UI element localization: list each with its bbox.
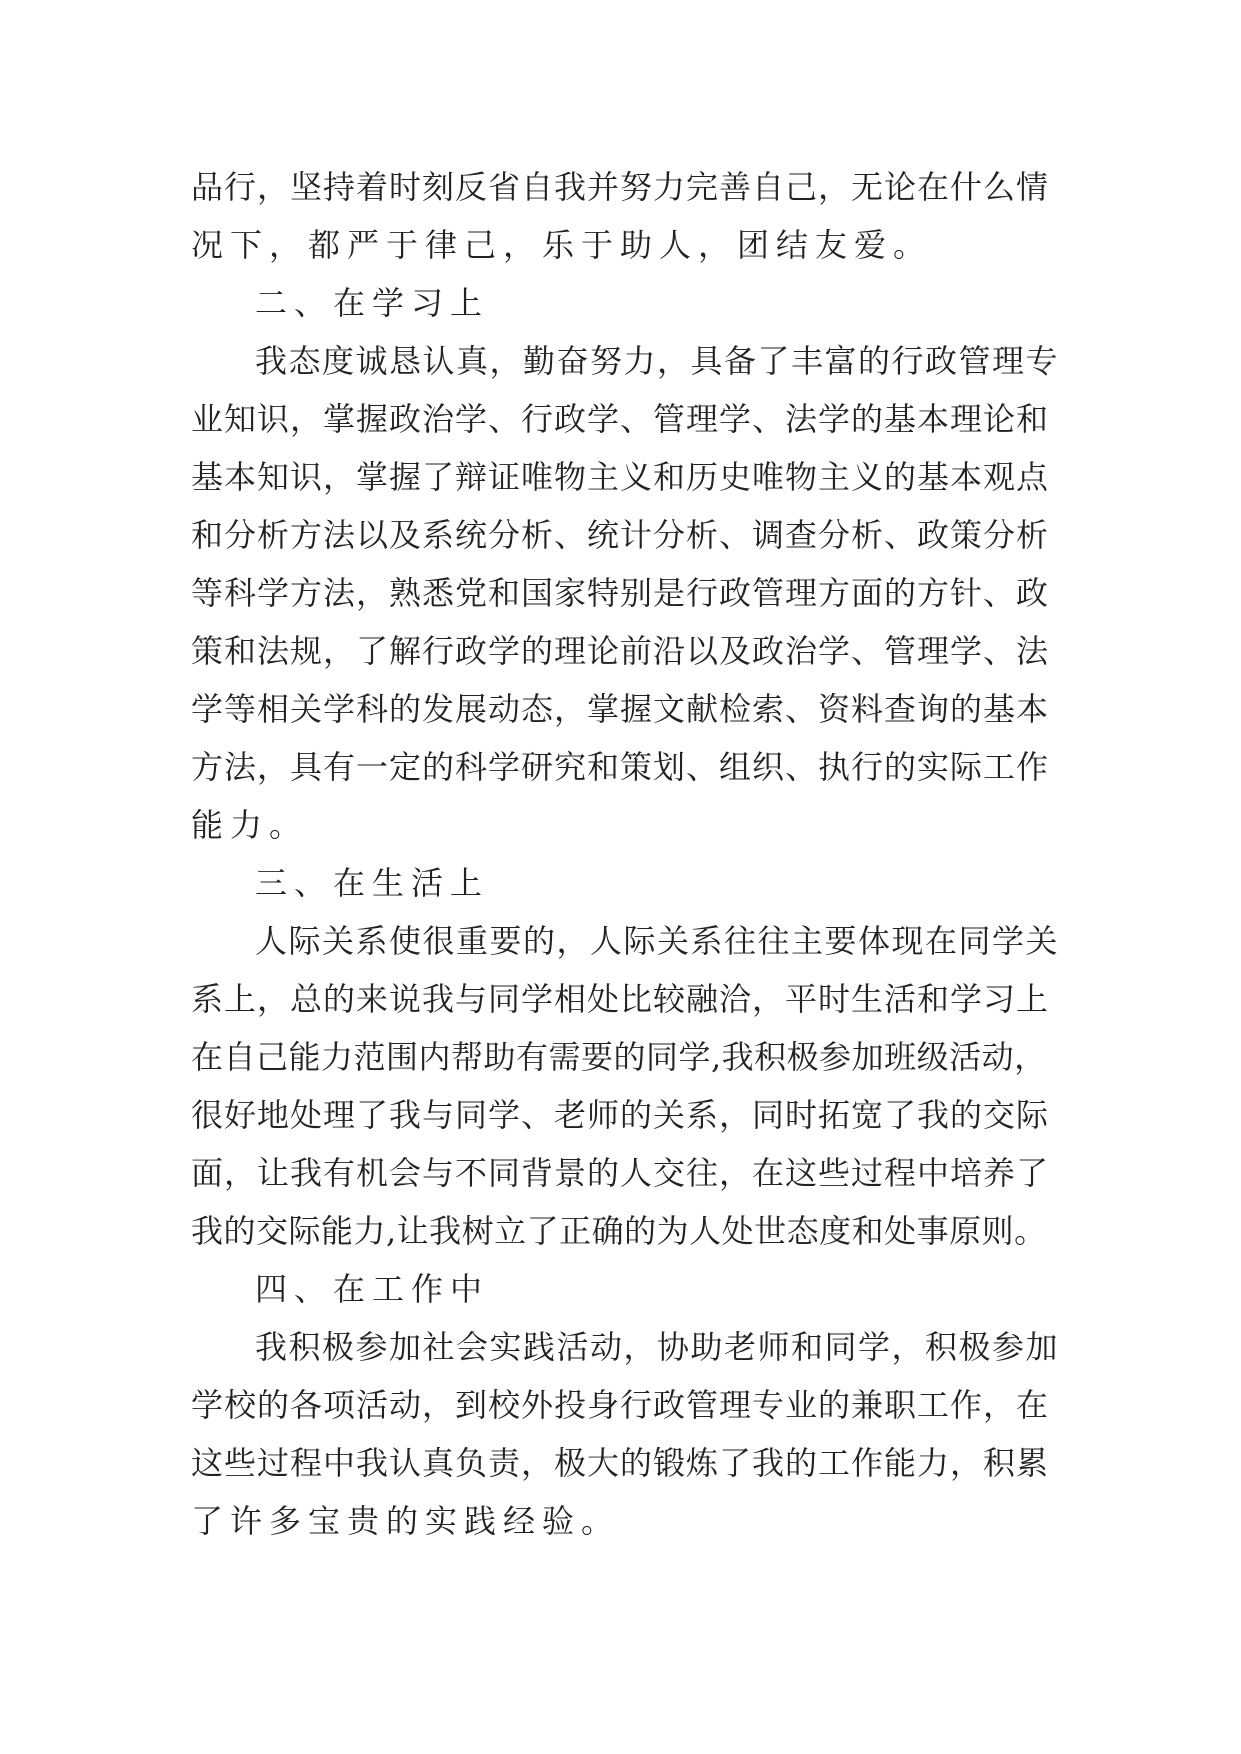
text-line: 策和法规，了解行政学的理论前沿以及政治学、管理学、法 (191, 632, 1050, 670)
section-heading-study: 二、在学习上 (255, 284, 490, 322)
text-line: 基本知识，掌握了辩证唯物主义和历史唯物主义的基本观点 (191, 458, 1050, 496)
text-line: 人际关系使很重要的，人际关系往往主要体现在同学关 (255, 922, 1060, 960)
text-line: 况下，都严于律己，乐于助人，团结友爱。 (191, 226, 933, 264)
text-line: 我的交际能力,让我树立了正确的为人处世态度和处事原则。 (191, 1212, 1047, 1250)
section-heading-life: 三、在生活上 (255, 864, 490, 902)
document-body (191, 158, 1059, 1550)
text-line: 我态度诚恳认真，勤奋努力，具备了丰富的行政管理专 (255, 342, 1060, 380)
text-line: 学校的各项活动，到校外投身行政管理专业的兼职工作，在 (191, 1386, 1050, 1424)
text-line: 系上，总的来说我与同学相处比较融洽，平时生活和学习上 (191, 980, 1050, 1018)
text-line: 学等相关学科的发展动态，掌握文献检索、资料查询的基本 (191, 690, 1050, 728)
text-line: 能力。 (191, 806, 309, 844)
text-line: 了许多宝贵的实践经验。 (191, 1502, 621, 1540)
text-line: 和分析方法以及系统分析、统计分析、调查分析、政策分析 (191, 516, 1050, 554)
text-line: 在自己能力范围内帮助有需要的同学,我积极参加班级活动， (191, 1038, 1047, 1076)
text-line: 业知识，掌握政治学、行政学、管理学、法学的基本理论和 (191, 400, 1050, 438)
text-line: 品行，坚持着时刻反省自我并努力完善自己，无论在什么情 (191, 168, 1050, 206)
text-line: 方法，具有一定的科学研究和策划、组织、执行的实际工作 (191, 748, 1050, 786)
text-line: 面，让我有机会与不同背景的人交往，在这些过程中培养了 (191, 1154, 1050, 1192)
text-line: 我积极参加社会实践活动，协助老师和同学，积极参加 (255, 1328, 1060, 1366)
section-heading-work: 四、在工作中 (255, 1270, 490, 1308)
text-line: 很好地处理了我与同学、老师的关系，同时拓宽了我的交际 (191, 1096, 1050, 1134)
text-line: 这些过程中我认真负责，极大的锻炼了我的工作能力，积累 (191, 1444, 1050, 1482)
text-line: 等科学方法，熟悉党和国家特别是行政管理方面的方针、政 (191, 574, 1050, 612)
